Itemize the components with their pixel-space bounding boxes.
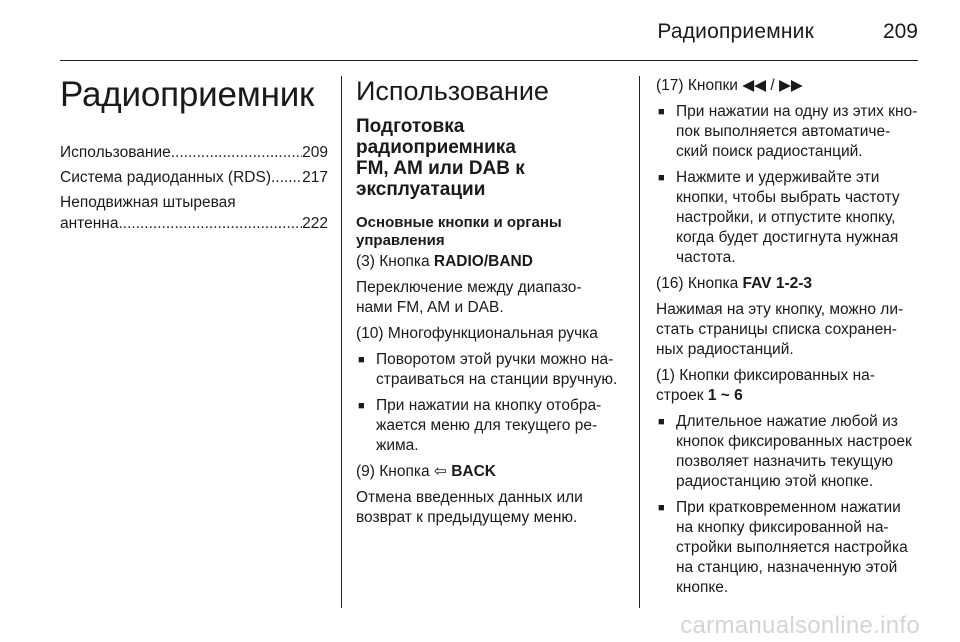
running-title: Радиоприемник: [657, 20, 814, 43]
radio-band-key: RADIO/BAND: [433, 253, 533, 270]
toc-entry-label: Использование: [60, 144, 171, 161]
preset-bullets: [656, 412, 924, 598]
column-chapter: [60, 76, 328, 238]
subsection-title: Подготовка радиоприемника FM, AM или DAB к эксплуатации: [356, 116, 525, 200]
fav-button-label: (16) Кнопка FAV 1-2-3: [656, 275, 813, 292]
toc-dot-leader: [271, 167, 302, 188]
seek-arrows-icon: ◀◀ / ▶▶: [742, 77, 803, 94]
seek-buttons-label: (17) Кнопки ◀◀ / ▶▶: [656, 77, 803, 94]
preset-buttons-label: (1) Кнопки фиксированных на- строек 1 ~ 6: [656, 367, 875, 404]
list-item: ■ Длительное нажатие любой из кнопок фиксированных настроек позволяет назначить текущую радиостанцию этой кнопке.: [656, 412, 924, 492]
page-number: 209: [882, 20, 918, 43]
watermark: carmanualsonline.info: [680, 612, 920, 639]
column-divider: [341, 76, 342, 608]
header-rule: [60, 60, 918, 61]
list-item: ■ При нажатии на кнопку отобра- жается меню для текущего ре- жима.: [356, 396, 624, 456]
toc-entry-label-line: Неподвижная штыревая: [60, 194, 236, 211]
toc-dot-leader: [118, 213, 302, 234]
list-item: ■ При кратковременном нажатии на кнопку фиксированной на- стройки выполняется настройка на станцию, назначенную этой кнопке.: [656, 498, 924, 598]
back-description: Отмена введенных данных или возврат к предыдущему меню.: [356, 489, 583, 526]
chapter-title: Радиоприемник: [60, 75, 315, 114]
toc-entry-page: 222: [302, 215, 328, 232]
table-of-contents: [60, 142, 328, 234]
list-item: ■ Нажмите и удерживайте эти кнопки, чтобы выбрать частоту настройки, и отпустите кнопку, когда будет достигнута нужная частота.: [656, 168, 924, 268]
column-buttons: [656, 76, 924, 604]
toc-entry-page: 217: [302, 169, 328, 186]
running-header: [60, 18, 918, 58]
toc-entry[interactable]: [60, 167, 328, 188]
column-usage: [356, 76, 624, 534]
toc-entry[interactable]: [60, 192, 328, 234]
back-button-label: (9) Кнопка ⇦ BACK: [356, 463, 496, 480]
toc-entry-page: 209: [302, 144, 328, 161]
controls-heading: Основные кнопки и органы управления: [356, 214, 562, 249]
toc-dot-leader: [171, 142, 302, 163]
toc-entry-label: антенна: [60, 215, 119, 232]
toc-entry-label: Система радиоданных (RDS): [60, 169, 271, 186]
list-item: ■ При нажатии на одну из этих кно- пок выполняется автоматиче- ский поиск радиостанций.: [656, 102, 924, 162]
back-arrow-icon: ⇦: [433, 463, 447, 480]
preset-keys: 1 ~ 6: [707, 387, 743, 404]
radio-band-button-label: (3) Кнопка RADIO/BAND: [356, 253, 533, 270]
toc-entry[interactable]: [60, 142, 328, 163]
back-key: BACK: [451, 463, 496, 480]
radio-band-description: Переключение между диапазо- нами FM, AM и DAB.: [356, 279, 582, 316]
knob-bullets: [356, 350, 624, 456]
list-item: ■ Поворотом этой ручки можно на- страиваться на станции вручную.: [356, 350, 624, 390]
fav-key: FAV 1-2-3: [742, 275, 813, 292]
multifunction-knob-label: (10) Многофункциональная ручка: [356, 325, 598, 342]
column-divider: [639, 76, 640, 608]
fav-description: Нажимая на эту кнопку, можно ли- стать страницы списка сохранен- ных радиостанций.: [656, 301, 904, 358]
section-title: Использование: [356, 76, 549, 106]
seek-bullets: [656, 102, 924, 268]
